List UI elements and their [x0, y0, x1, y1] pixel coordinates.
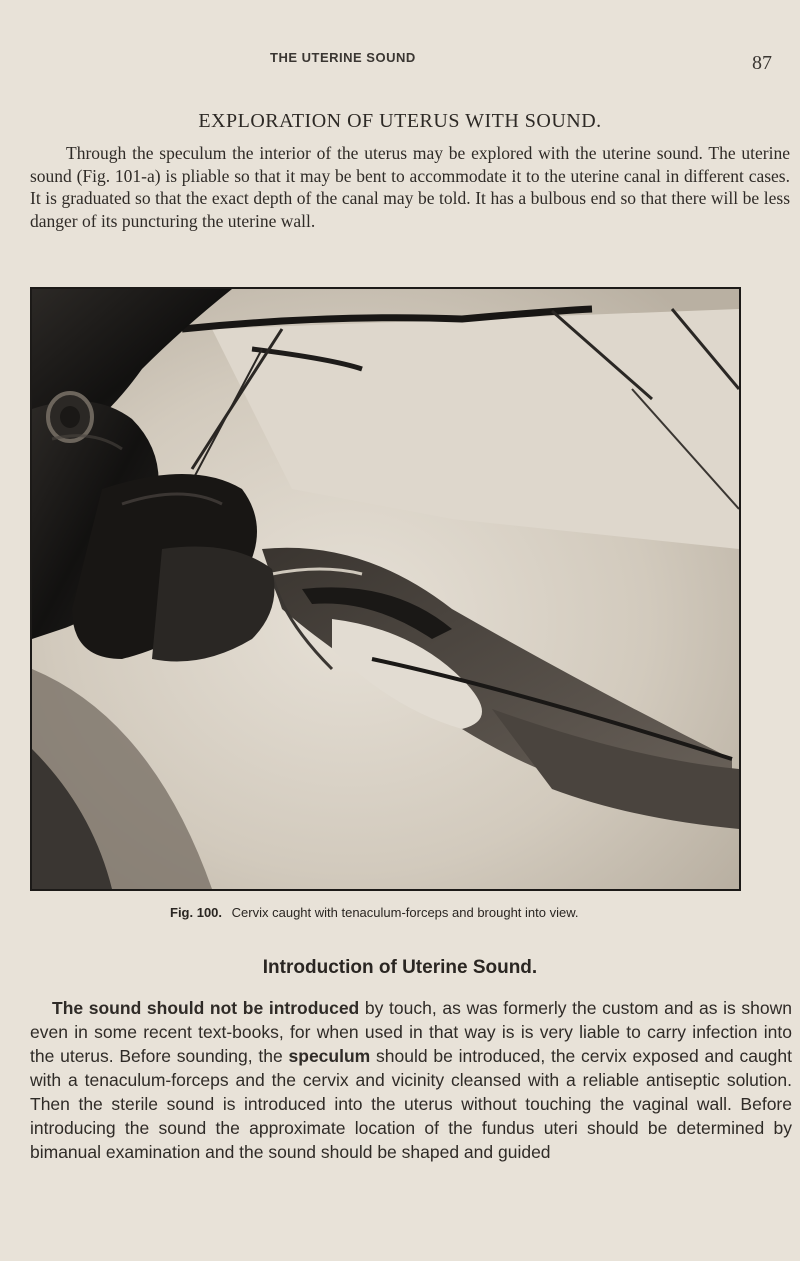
subsection-heading: Introduction of Uterine Sound.: [262, 957, 538, 978]
body-text-2: should be introduced, the cervix exposed and caught with a tenaculum-forceps and the cervix and vicinity cleansed with a reliable antiseptic solution. Then the sterile sound is introduced into the uterus without touching the vaginal wall. Before introducing the sound the approximate location of the fundus uteri should be determined by bimanual examination and the sound should be shaped and guided: [30, 1046, 793, 1162]
body-text-1: by touch, as was formerly the custom and as is shown even in some recent text-books, for when used in that way is is very liable to carry infection into the uterus. Before sounding, the: [30, 998, 793, 1066]
running-head: THE UTERINE SOUND: [270, 50, 416, 65]
intro-paragraph: Through the speculum the interior of the uterus may be explored with the uterine sound. The uterine sound (Fig. 101-a) is pliable so that it may be bent to accommodate it to the uterine canal in different cases. It is graduated so that the exact depth of the canal may be told. It has a bulbous end so that there will be less danger of its puncturing the uterine wall.: [30, 143, 790, 231]
page-number: 87: [752, 52, 772, 74]
bold-phrase-speculum: speculum: [288, 1046, 371, 1066]
figure-number: Fig. 100.: [170, 905, 223, 920]
bold-phrase-sound: The sound should not be introduced: [52, 998, 360, 1018]
section-title: EXPLORATION OF UTERUS WITH SOUND.: [198, 110, 602, 132]
figure-caption-text: Cervix caught with tenaculum-forceps and brought into view.: [231, 905, 579, 920]
figure-caption: [170, 905, 579, 920]
figure-photograph: [30, 287, 741, 891]
cervix-photo-illustration: [32, 289, 739, 889]
body-paragraph: [30, 996, 792, 1164]
